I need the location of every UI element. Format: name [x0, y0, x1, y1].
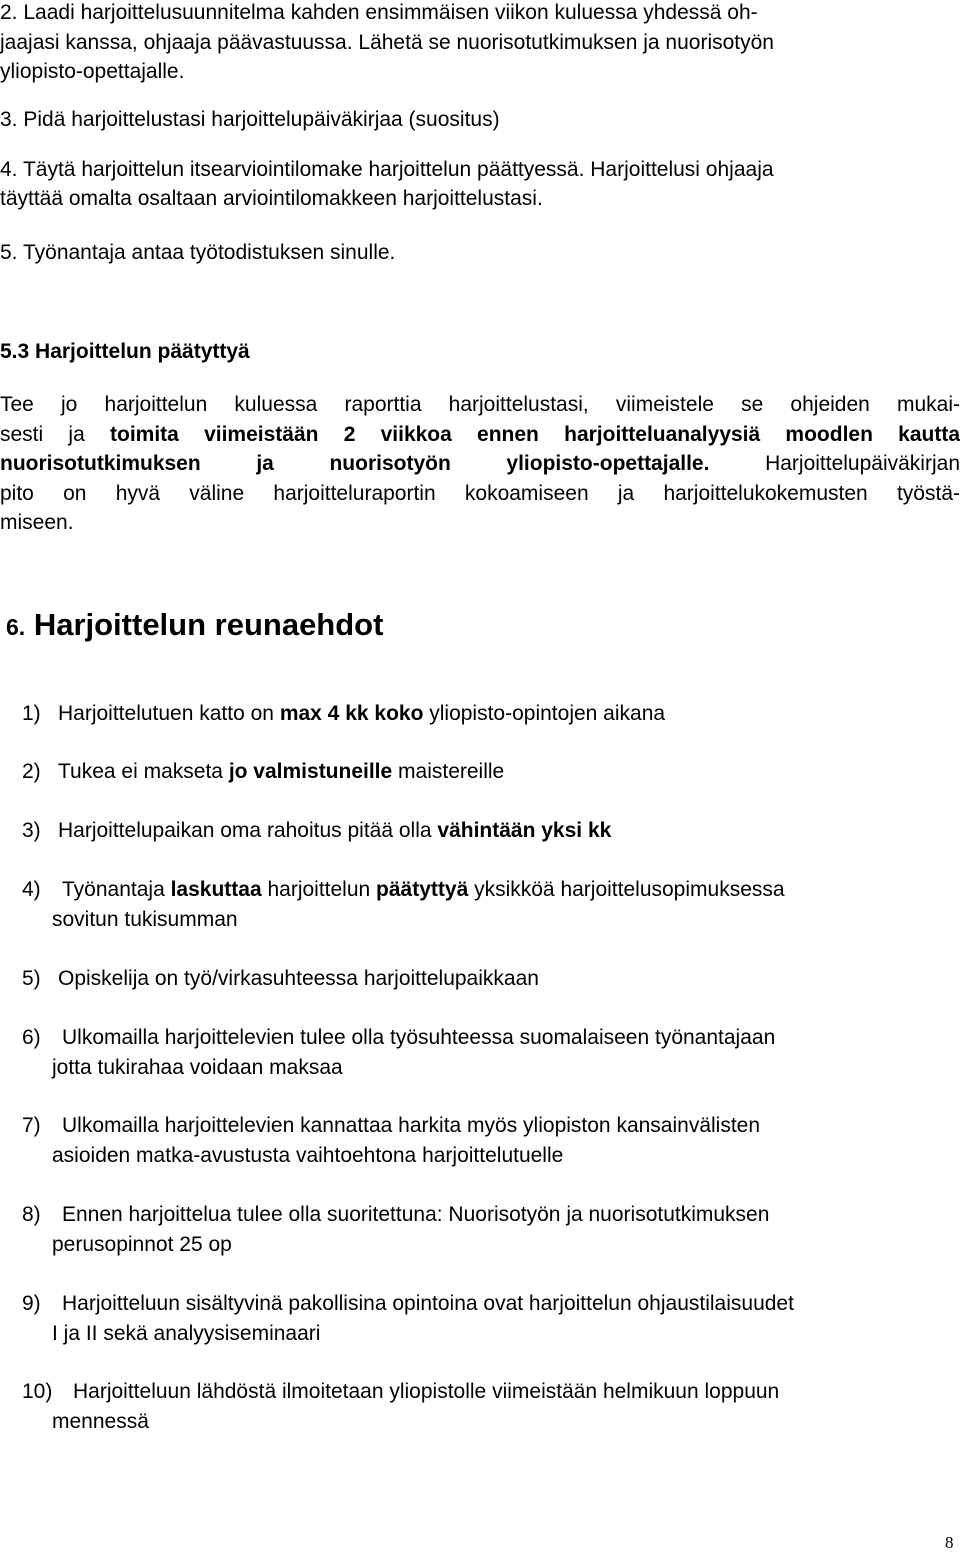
list-item-text	[58, 757, 504, 787]
list-item-text	[62, 1289, 794, 1319]
section-number: 6.	[6, 614, 26, 640]
list-item-text-part: Harjoitteluun sisältyvinä pakollisina opintoina ovat harjoittelun ohjaustilaisuudet	[62, 1292, 794, 1315]
list-item	[0, 1289, 794, 1349]
list-item-text-part: Opiskelija on työ/virkasuhteessa harjoittelupaikkaan	[58, 967, 539, 990]
list-item-text-part: Työnantaja	[62, 878, 171, 901]
paragraph-text: Harjoittelupäiväkirjan	[709, 452, 960, 475]
section-heading	[6, 605, 383, 647]
list-item-number: 4)	[22, 878, 41, 901]
subsection-heading: 5.3 Harjoittelun päätyttyä	[0, 340, 250, 363]
section-title: Harjoittelun reunaehdot	[33, 607, 384, 642]
list-item-text-part: Tukea ei makseta	[58, 760, 229, 783]
list-item-text	[62, 1200, 769, 1230]
paragraph-line	[0, 420, 960, 450]
list-item-text-part: harjoittelun	[261, 878, 377, 901]
paragraph-bold-text: nuorisotutkimuksen ja nuorisotyön yliopisto-opettajalle.	[0, 452, 710, 475]
list-item-number: 10)	[22, 1380, 53, 1403]
paragraph-text: pito on hyvä väline harjoitteluraportin kokoamiseen ja harjoittelukokemusten työstä-	[0, 481, 960, 505]
list-item	[0, 1200, 769, 1260]
list-item-text-part: Ulkomailla harjoittelevien kannattaa harkita myös yliopiston kansainvälisten	[62, 1114, 761, 1137]
list-item	[0, 699, 665, 729]
step-2-line-3: yliopisto-opettajalle.	[0, 60, 185, 83]
list-item-continuation: I ja II sekä analyysiseminaari	[52, 1322, 321, 1345]
list-item-number: 7)	[22, 1114, 41, 1137]
list-item	[0, 1111, 760, 1171]
list-item-text-part: Harjoittelupaikan oma rahoitus pitää olla	[58, 819, 438, 842]
list-item-text	[58, 699, 665, 729]
list-item-bold-part: jo valmistuneille	[228, 760, 393, 783]
step-3: 3. Pidä harjoittelustasi harjoittelupäiväkirjaa (suositus)	[0, 108, 500, 131]
list-item-bold-part: vähintään yksi kk	[437, 819, 612, 842]
list-item-text	[58, 816, 611, 846]
list-item-text-part: Harjoittelutuen katto on	[58, 702, 280, 725]
step-5: 5. Työnantaja antaa työtodistuksen sinulle.	[0, 241, 396, 264]
list-item-text	[62, 1111, 760, 1141]
list-item-number: 2)	[22, 760, 41, 783]
list-item-continuation: jotta tukirahaa voidaan maksaa	[52, 1056, 343, 1079]
paragraph-line	[0, 508, 960, 538]
list-item-text	[58, 964, 539, 994]
list-item-bold-part: päätyttyä	[376, 878, 469, 901]
list-item	[0, 1023, 775, 1083]
list-item	[0, 816, 611, 846]
list-item-number: 6)	[22, 1026, 41, 1049]
paragraph-line	[0, 390, 960, 420]
list-item-continuation: asioiden matka-avustusta vaihtoehtona harjoittelutuelle	[52, 1144, 564, 1167]
list-item-number: 3)	[22, 819, 41, 842]
list-item-bold-part: max 4 kk koko	[279, 702, 424, 725]
list-item-continuation: mennessä	[52, 1410, 149, 1433]
list-item-text-part: yliopisto-opintojen aikana	[423, 702, 666, 725]
list-item-text-part: Harjoitteluun lähdöstä ilmoitetaan yliopistolle viimeistään helmikuun loppuun	[73, 1380, 780, 1403]
list-item-text-part: maistereille	[392, 760, 505, 783]
list-item-number: 1)	[22, 702, 41, 725]
list-item	[0, 1377, 779, 1437]
list-item-continuation: sovitun tukisumman	[52, 908, 238, 931]
paragraph-text: sesti ja	[0, 422, 110, 446]
list-item-text-part: Ulkomailla harjoittelevien tulee olla työsuhteessa suomalaiseen työnantajaan	[62, 1026, 776, 1049]
list-item-number: 8)	[22, 1203, 41, 1226]
list-item-text-part: Ennen harjoittelua tulee olla suoritettuna: Nuorisotyön ja nuorisotutkimuksen	[62, 1203, 770, 1226]
list-item-text	[62, 1023, 775, 1053]
step-4-line-2: täyttää omalta osaltaan arviointilomakkeen harjoittelustasi.	[0, 187, 543, 210]
paragraph-text: Tee jo harjoittelun kuluessa raporttia harjoittelustasi, viimeistele se ohjeiden mukai-	[0, 393, 960, 416]
list-item-number: 9)	[22, 1292, 41, 1315]
list-item-number: 5)	[22, 967, 41, 990]
list-item	[0, 875, 785, 935]
list-item	[0, 757, 504, 787]
list-item-text-part: yksikköä harjoittelusopimuksessa	[468, 878, 785, 901]
list-item-bold-part: laskuttaa	[170, 878, 262, 901]
list-item-text	[73, 1377, 779, 1407]
list-item-text	[62, 875, 785, 905]
step-4-line-1: 4. Täytä harjoittelun itsearviointilomake harjoittelun päättyessä. Harjoittelusi ohjaaja	[0, 158, 774, 181]
paragraph-line	[0, 449, 960, 479]
step-2-line-1: 2. Laadi harjoittelusuunnitelma kahden ensimmäisen viikon kuluessa yhdessä oh-	[0, 1, 758, 24]
paragraph-bold-text: toimita viimeistään 2 viikkoa ennen harjoitteluanalyysiä moodlen kautta	[110, 422, 960, 446]
step-2-line-2: jaajasi kanssa, ohjaaja päävastuussa. Lähetä se nuorisotutkimuksen ja nuorisotyön	[0, 31, 774, 54]
subsection-paragraph	[0, 390, 960, 538]
list-item-continuation: perusopinnot 25 op	[52, 1233, 232, 1256]
paragraph-line	[0, 479, 960, 509]
paragraph-text: miseen.	[0, 511, 74, 534]
list-item	[0, 964, 539, 994]
page-number: 8	[945, 1533, 954, 1552]
